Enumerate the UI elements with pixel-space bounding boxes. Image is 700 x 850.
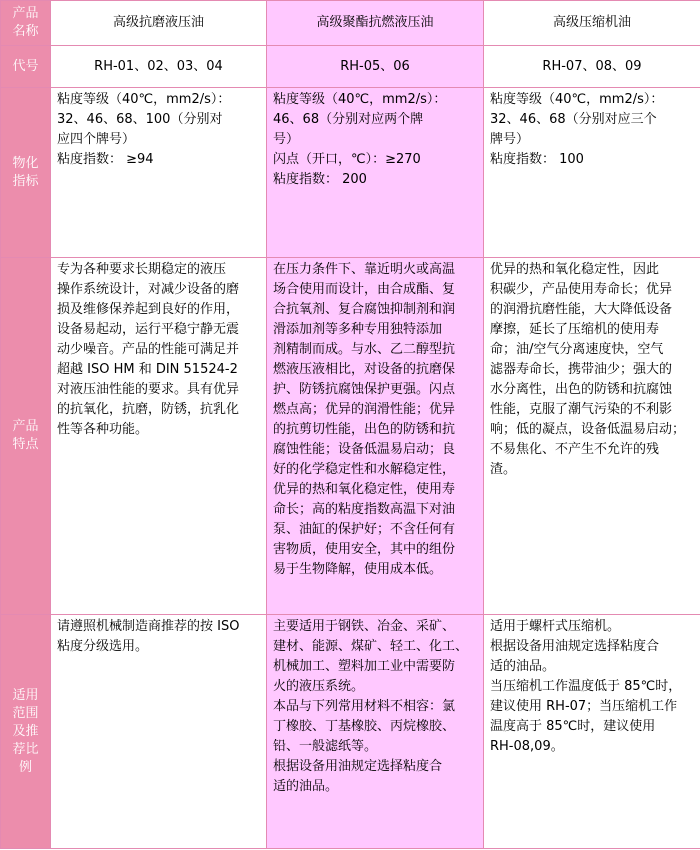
label-usage [1,615,51,849]
properties-1 [51,88,267,258]
properties-text: 粘度等级（40℃，mm2/s）： 32、46、68（分别对应三个 牌号） 粘度指数： 100 [490,92,664,167]
row-features [1,258,700,615]
product-code-2: RH-05、06 [267,46,484,88]
label-text: 代号 [12,58,39,74]
label-text: 产品 名称 [12,6,39,39]
label-product-name [1,1,51,46]
row-code [1,46,700,88]
properties-text: 粘度等级（40℃，mm2/s）： 32、46、68、100（分别对 应四个牌号） 粘度指数： ≥94 [57,92,231,167]
label-text: 产品 特点 [12,419,39,452]
usage-1 [51,615,267,849]
product-name-2: 高级聚酯抗燃液压油 [267,1,484,46]
properties-text: 粘度等级（40℃，mm2/s）： 46、68（分别对应两个牌 号） 闪点（开口，℃）：≥270 粘度指数： 200 [273,92,447,187]
product-name-3: 高级压缩机油 [484,1,700,46]
row-properties [1,88,700,258]
usage-text: 适用于螺杆式压缩机。 根据设备用油规定选择粘度合 适的油品。 当压缩机工作温度低于 85℃时， 建议使用 RH-07；当压缩机工作 温度高于 85℃时，建议使用 RH-08,09。 [490,619,682,754]
features-2 [267,258,484,615]
label-text: 适用 范围 及推 荐比 例 [12,687,39,775]
usage-2 [267,615,484,849]
usage-text: 主要适用于钢铁、冶金、采矿、 建材、能源、煤矿、轻工、化工、 机械加工、塑料加工业中需要防 火的液压系统。 本品与下列常用材料不相容：氯 丁橡胶、丁基橡胶、丙烷橡胶、 铅、一般滤纸等。 根据设备用油规定选择粘度合 适的油品。 [273,619,469,794]
features-text: 在压力条件下、靠近明火或高温 场合使用而设计，由合成酯、复 合抗氧剂、复合腐蚀抑制剂和润 滑添加剂等多种专用独特添加 剂精制而成。与水、乙二醇型抗 燃液压液相比，对设备的抗磨保 护、防锈抗腐蚀保护更强。闪点 燃点高；优异的润滑性能；优异 的抗剪切性能，出色的防锈和抗 腐蚀性能；设备低温易启动；良 好的化学稳定性和水解稳定性， 优异的热和氧化稳定性，使用寿 命长；高的粘度指数高温下对油 泵、油缸的保护好；不含任何有 害物质，使用安全，其中的组份 易于生物降解，使用成本低。 [273,262,456,577]
label-features [1,258,51,615]
usage-text: 请遵照机械制造商推荐的按 ISO 粘度分级选用。 [57,619,240,654]
row-product-name [1,1,700,46]
label-properties [1,88,51,258]
properties-2 [267,88,484,258]
properties-3 [484,88,700,258]
features-3 [484,258,700,615]
label-code [1,46,51,88]
features-text: 专为各种要求长期稳定的液压 操作系统设计，对减少设备的磨 损及维修保养起到良好的作用， 设备易起动，运行平稳宁静无震 动少噪音。产品的性能可满足并 超越 ISO HM 和 DIN 51524-2 对液压油性能的要求。具有优异 的抗氧化，抗磨，防锈，抗乳化 性等各种功能。 [57,262,240,437]
product-code-1: RH-01、02、03、04 [51,46,267,88]
features-1 [51,258,267,615]
usage-3 [484,615,700,849]
row-usage [1,615,700,849]
label-text: 物化 指标 [12,155,39,189]
product-name-1: 高级抗磨液压油 [51,1,267,46]
features-text: 优异的热和氧化稳定性，因此 积碳少，产品使用寿命长；优异 的润滑抗磨性能，大大降低设备 摩擦，延长了压缩机的使用寿 命；油/空气分离速度快，空气 滤器寿命长，携带油少；强大的 水分离性，出色的防锈和抗腐蚀 性能，克服了潮气污染的不利影 响；低的凝点，设备低温易启动； 不易焦化、不产生不允许的残 渣。 [490,262,686,477]
product-code-3: RH-07、08、09 [484,46,700,88]
